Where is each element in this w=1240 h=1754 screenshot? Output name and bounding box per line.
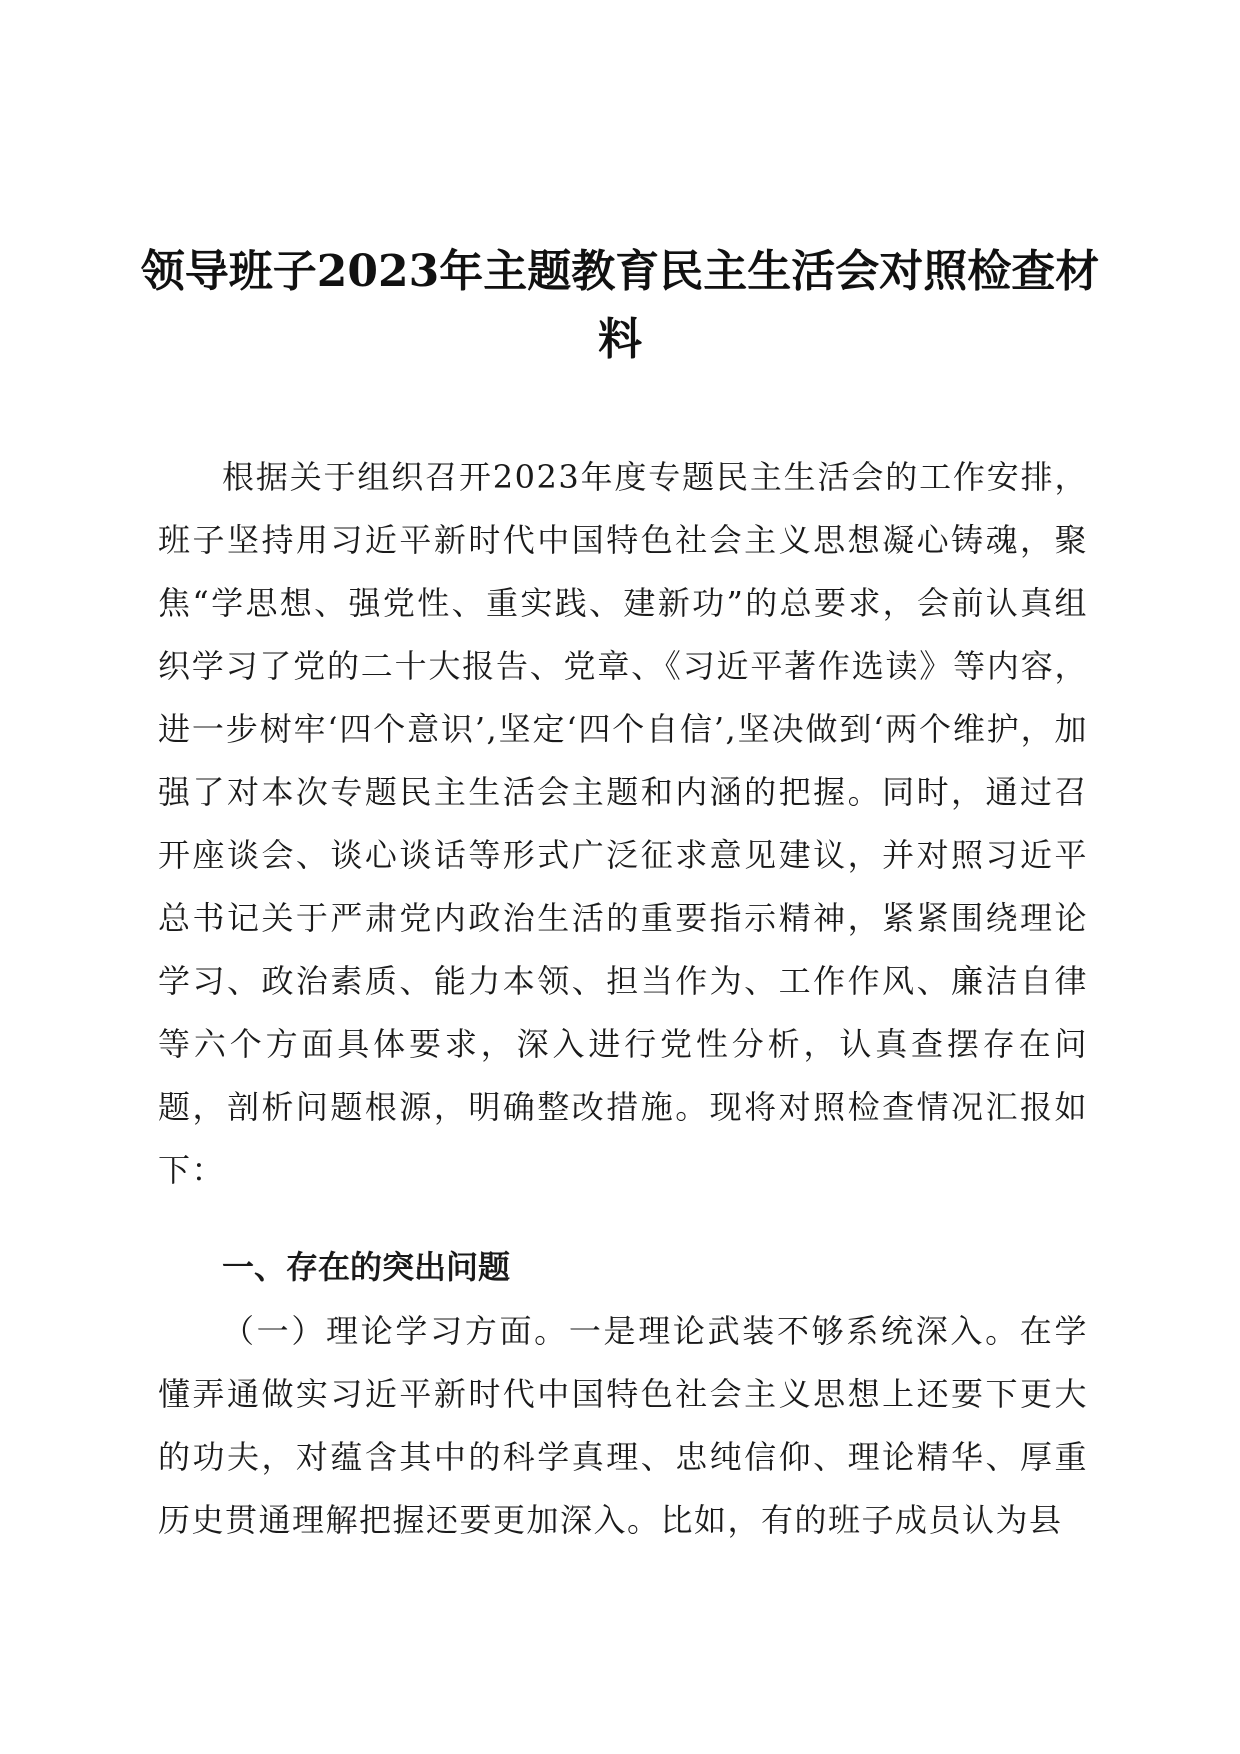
intro-paragraph: 根据关于组织召开2023年度专题民主生活会的工作安排，班子坚持用习近平新时代中国特色社会主义思想凝心铸魂，聚焦“学思想、强党性、重实践、建新功”的总要求，会前认真组织学习了党的二十大报告、党章、《习近平著作选读》等内容，进一步树牢‘四个意识’,坚定‘四个自信’,坚决做到‘两个维护，加强了对本次专题民主生活会主题和内涵的把握。同时，通过召开座谈会、谈心谈话等形式广泛征求意见建议，并对照习近平总书记关于严肃党内政治生活的重要指示精神，紧紧围绕理论学习、政治素质、能力本领、担当作为、工作作风、廉洁自律等六个方面具体要求，深入进行党性分析，认真查摆存在问题，剖析问题根源，明确整改措施。现将对照检查情况汇报如下： (158, 458, 1088, 1189)
document-title: 领导班子2023年主题教育民主生活会对照检查材料 (140, 246, 1100, 365)
section-heading-outstanding-problems: 一、存在的突出问题 (222, 1248, 511, 1286)
theory-study-paragraph: （一）理论学习方面。一是理论武装不够系统深入。在学懂弄通做实习近平新时代中国特色社会主义思想上还要下更大的功夫，对蕴含其中的科学真理、忠纯信仰、理论精华、厚重历史贯通理解把握还要更加深入。比如，有的班子成员认为县 (158, 1312, 1088, 1539)
